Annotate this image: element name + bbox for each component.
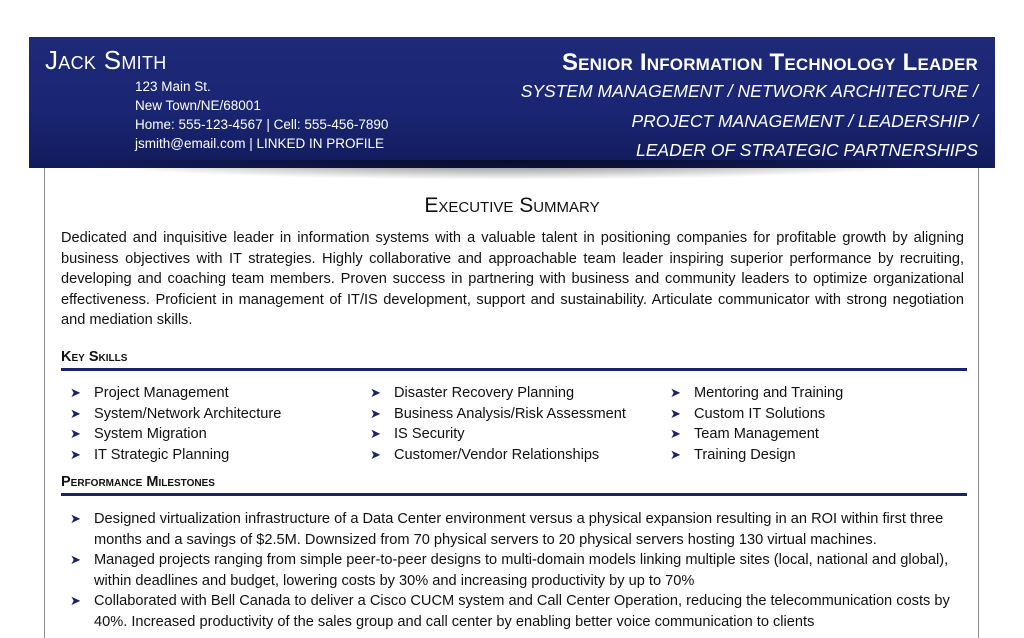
contact-separator: | — [245, 136, 257, 151]
resume-header — [29, 37, 995, 168]
performance-milestones-heading: Performance Milestones — [61, 474, 967, 496]
skill-label: Team Management — [694, 426, 819, 442]
arrow-bullet-icon: ➤ — [370, 385, 381, 400]
performance-milestones-list — [70, 509, 960, 632]
list-item — [70, 445, 370, 466]
executive-summary-heading: Executive Summary — [424, 194, 600, 217]
list-item — [370, 383, 670, 404]
skill-label: Business Analysis/Risk Assessment — [394, 405, 626, 422]
linkedin-link[interactable]: LINKED IN PROFILE — [256, 136, 385, 151]
arrow-bullet-icon: ➤ — [70, 385, 81, 400]
candidate-name: Jack Smith — [45, 45, 167, 75]
list-item — [670, 383, 970, 404]
arrow-bullet-icon: ➤ — [70, 446, 81, 462]
subtitle-line: LEADER OF STRATEGIC PARTNERSHIPS — [636, 140, 978, 160]
skills-column — [70, 383, 370, 465]
subtitle-line: PROJECT MANAGEMENT / LEADERSHIP / — [631, 110, 978, 131]
list-item — [370, 424, 670, 445]
arrow-bullet-icon: ➤ — [670, 405, 681, 421]
skills-column — [370, 383, 670, 465]
arrow-bullet-icon: ➤ — [70, 511, 81, 526]
arrow-bullet-icon: ➤ — [70, 405, 81, 421]
contact-block — [135, 77, 388, 153]
milestone-text: Designed virtualization infrastructure of a Data Center environment versus a physical expansion resulting in an ROI within first three months and a savings of $2.5M. Downsized from 70 physical servers to 20 physical servers hosting 130 virtual machines. — [94, 511, 944, 548]
arrow-bullet-icon: ➤ — [370, 446, 381, 462]
header-shadow — [60, 160, 960, 180]
arrow-bullet-icon: ➤ — [70, 552, 81, 567]
arrow-bullet-icon: ➤ — [670, 426, 681, 441]
skill-label: Mentoring and Training — [694, 385, 844, 401]
arrow-bullet-icon: ➤ — [70, 593, 81, 608]
skill-label: Custom IT Solutions — [694, 405, 826, 422]
skill-label: System/Network Architecture — [94, 405, 282, 422]
list-item — [370, 445, 670, 466]
list-item — [670, 404, 970, 425]
list-item — [370, 404, 670, 425]
title-block — [521, 49, 978, 166]
executive-summary-text: Dedicated and inquisitive leader in information systems with a valuable talent in positioning companies for profitable growth by aligning business objectives with IT strategies. Highly collaborative and approachable team leader inspiring superior performance by recruiting, developing and coaching team members. Proven success in partnering with business and community leaders to optimize organizational effectiveness. Proficient in management of IT/IS development, support and sustainability. Articulate communicator with strong negotiation and mediation skills. — [61, 230, 964, 328]
email-address[interactable]: jsmith@email.com — [135, 136, 246, 151]
job-title: Senior Information Technology Leader — [561, 49, 978, 76]
list-item — [70, 509, 960, 550]
list-item — [70, 591, 960, 632]
skill-label: IT Strategic Planning — [94, 446, 230, 463]
list-item — [670, 445, 970, 466]
list-item — [70, 404, 370, 425]
milestone-text: Managed projects ranging from simple peer-to-peer designs to multi-domain models linking multiple sites (local, national and global), within deadlines and budget, lowering costs by 30% and increasing productivity by up to 70% — [94, 552, 949, 589]
list-item — [670, 424, 970, 445]
arrow-bullet-icon: ➤ — [70, 426, 81, 441]
skill-label: IS Security — [394, 426, 465, 442]
skill-label: Project Management — [94, 385, 229, 401]
city-state-zip: New Town/NE/68001 — [135, 98, 261, 113]
list-item — [70, 383, 370, 404]
arrow-bullet-icon: ➤ — [670, 385, 681, 400]
skill-label: Disaster Recovery Planning — [394, 385, 575, 401]
key-skills-heading: Key Skills — [61, 349, 967, 371]
skills-column — [670, 383, 970, 465]
arrow-bullet-icon: ➤ — [370, 426, 381, 441]
arrow-bullet-icon: ➤ — [370, 405, 381, 421]
skill-label: Training Design — [694, 446, 796, 463]
milestone-text: Collaborated with Bell Canada to deliver a Cisco CUCM system and Call Center Operation, reducing the telecommunication costs by 40%. Increased productivity of the sales group and call center by enabling better voice communication to clients — [94, 593, 950, 630]
list-item — [70, 424, 370, 445]
phone-numbers: Home: 555-123-4567 | Cell: 555-456-7890 — [135, 117, 389, 132]
arrow-bullet-icon: ➤ — [670, 446, 681, 462]
skill-label: System Migration — [94, 426, 207, 442]
skill-label: Customer/Vendor Relationships — [394, 446, 600, 463]
key-skills-list — [70, 383, 970, 465]
list-item — [70, 550, 960, 591]
email-linkedin-line — [135, 134, 388, 153]
street-address: 123 Main St. — [135, 79, 211, 94]
subtitle-line: SYSTEM MANAGEMENT / NETWORK ARCHITECTURE / — [520, 81, 978, 101]
